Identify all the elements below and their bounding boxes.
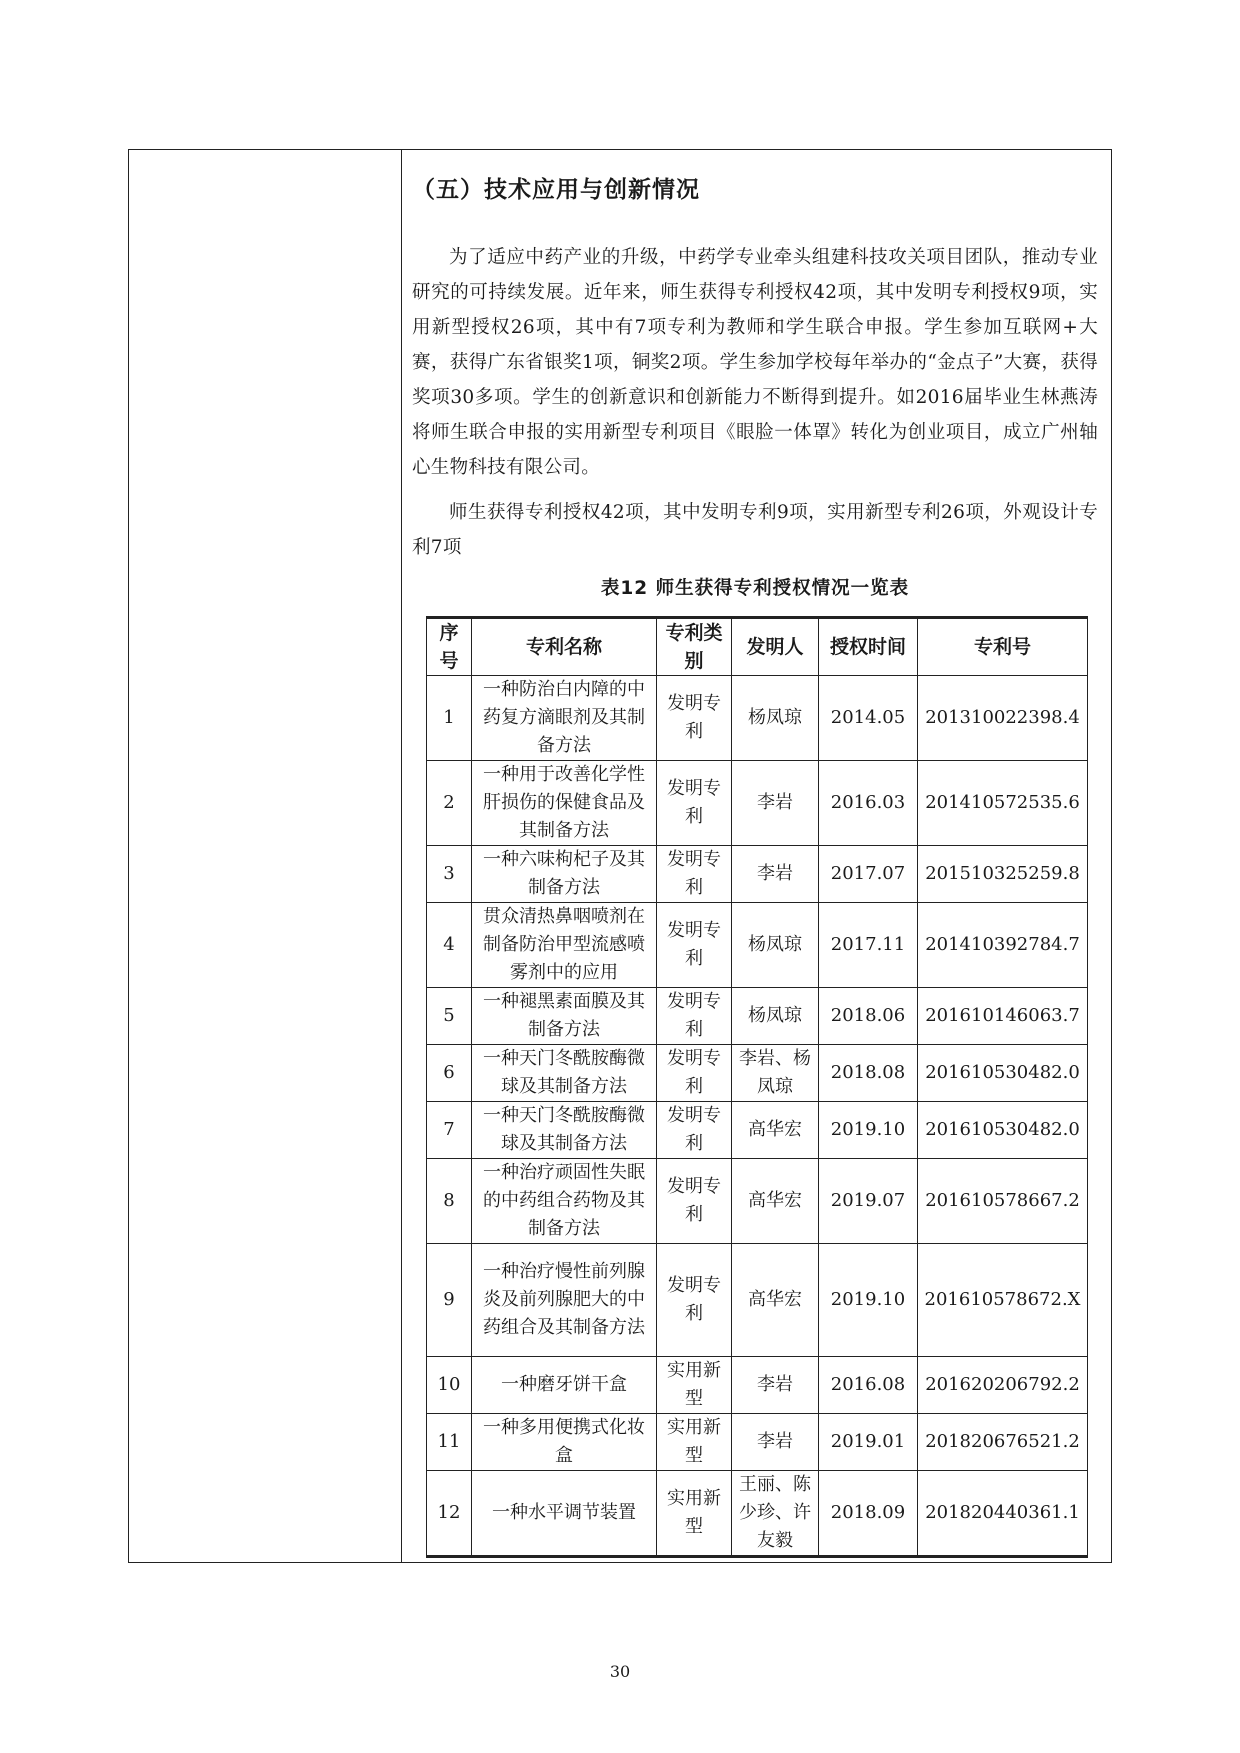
header-type: 专利类别 [657,618,732,676]
cell-number: 201410392784.7 [918,903,1088,988]
cell-inventor: 李岩 [732,1414,819,1471]
cell-type: 实用新型 [657,1471,732,1557]
header-number: 专利号 [918,618,1088,676]
cell-type: 发明专利 [657,676,732,761]
intro-paragraph: 为了适应中药产业的升级，中药学专业牵头组建科技攻关项目团队，推动专业研究的可持续发展。近年来，师生获得专利授权42项，其中发明专利授权9项，实用新型授权26项，其中有7项专利为教师和学生联合申报。学生参加互联网+大赛，获得广东省银奖1项，铜奖2项。学生参加学校每年举办的“金点子”大赛，获得奖项30多项。学生的创新意识和创新能力不断得到提升。如2016届毕业生林燕涛将师生联合申报的实用新型专利项目《眼脸一体罩》转化为创业项目，成立广州轴心生物科技有限公司。 [412,247,1098,478]
cell-seq: 3 [427,846,472,903]
cell-seq: 5 [427,988,472,1045]
cell-date: 2018.06 [819,988,918,1045]
cell-name: 一种天门冬酰胺酶微球及其制备方法 [472,1102,657,1159]
cell-seq: 11 [427,1414,472,1471]
cell-number: 201410572535.6 [918,761,1088,846]
cell-inventor: 李岩 [732,761,819,846]
cell-name: 一种治疗慢性前列腺炎及前列腺肥大的中药组合及其制备方法 [472,1244,657,1357]
cell-date: 2018.09 [819,1471,918,1557]
cell-name: 一种防治白内障的中药复方滴眼剂及其制备方法 [472,676,657,761]
header-name: 专利名称 [472,618,657,676]
cell-inventor: 王丽、陈少珍、许友毅 [732,1471,819,1557]
cell-name: 一种天门冬酰胺酶微球及其制备方法 [472,1045,657,1102]
cell-date: 2017.07 [819,846,918,903]
section-title: （五）技术应用与创新情况 [412,177,700,203]
cell-seq: 6 [427,1045,472,1102]
header-inventor: 发明人 [732,618,819,676]
cell-inventor: 高华宏 [732,1159,819,1244]
cell-seq: 9 [427,1244,472,1357]
cell-inventor: 李岩、杨凤琼 [732,1045,819,1102]
cell-number: 201610530482.0 [918,1045,1088,1102]
cell-number: 201510325259.8 [918,846,1088,903]
cell-number: 201610530482.0 [918,1102,1088,1159]
table-row [427,1159,1088,1244]
table-row [427,761,1088,846]
cell-type: 发明专利 [657,1045,732,1102]
cell-seq: 1 [427,676,472,761]
table-row [427,1102,1088,1159]
header-seq: 序号 [427,618,472,676]
cell-name: 一种褪黑素面膜及其制备方法 [472,988,657,1045]
header-date: 授权时间 [819,618,918,676]
cell-seq: 7 [427,1102,472,1159]
table-row [427,1414,1088,1471]
table-row [427,846,1088,903]
cell-name: 一种治疗顽固性失眠的中药组合药物及其制备方法 [472,1159,657,1244]
table-row [427,1357,1088,1414]
cell-seq: 12 [427,1471,472,1557]
cell-type: 发明专利 [657,761,732,846]
table-row [427,1244,1088,1357]
cell-type: 实用新型 [657,1357,732,1414]
cell-name: 贯众清热鼻咽喷剂在制备防治甲型流感喷雾剂中的应用 [472,903,657,988]
cell-date: 2019.10 [819,1102,918,1159]
page-number: 30 [609,1662,631,1681]
cell-date: 2019.10 [819,1244,918,1357]
cell-name: 一种用于改善化学性肝损伤的保健食品及其制备方法 [472,761,657,846]
cell-date: 2019.07 [819,1159,918,1244]
cell-inventor: 杨凤琼 [732,903,819,988]
cell-number: 201310022398.4 [918,676,1088,761]
cell-date: 2019.01 [819,1414,918,1471]
table-row [427,1045,1088,1102]
summary-paragraph: 师生获得专利授权42项，其中发明专利9项，实用新型专利26项，外观设计专利7项 [412,502,1098,558]
patent-table [426,616,1088,1558]
cell-number: 201610578667.2 [918,1159,1088,1244]
table-caption: 表12 师生获得专利授权情况一览表 [600,578,910,599]
cell-date: 2018.08 [819,1045,918,1102]
cell-number: 201620206792.2 [918,1357,1088,1414]
cell-type: 实用新型 [657,1414,732,1471]
cell-name: 一种水平调节装置 [472,1471,657,1557]
cell-type: 发明专利 [657,846,732,903]
cell-name: 一种六味枸杞子及其制备方法 [472,846,657,903]
cell-date: 2014.05 [819,676,918,761]
cell-inventor: 高华宏 [732,1244,819,1357]
cell-inventor: 李岩 [732,846,819,903]
cell-inventor: 李岩 [732,1357,819,1414]
cell-name: 一种磨牙饼干盒 [472,1357,657,1414]
cell-seq: 8 [427,1159,472,1244]
cell-seq: 2 [427,761,472,846]
cell-number: 201820440361.1 [918,1471,1088,1557]
table-header-row [427,618,1088,676]
cell-type: 发明专利 [657,1244,732,1357]
cell-date: 2017.11 [819,903,918,988]
cell-number: 201610146063.7 [918,988,1088,1045]
cell-seq: 4 [427,903,472,988]
cell-number: 201610578672.X [918,1244,1088,1357]
column-divider [401,150,402,1562]
table-row [427,1471,1088,1557]
cell-seq: 10 [427,1357,472,1414]
cell-type: 发明专利 [657,903,732,988]
table-row [427,988,1088,1045]
cell-type: 发明专利 [657,988,732,1045]
cell-inventor: 高华宏 [732,1102,819,1159]
cell-date: 2016.03 [819,761,918,846]
cell-inventor: 杨凤琼 [732,676,819,761]
cell-number: 201820676521.2 [918,1414,1088,1471]
cell-type: 发明专利 [657,1102,732,1159]
cell-type: 发明专利 [657,1159,732,1244]
table-row [427,903,1088,988]
cell-date: 2016.08 [819,1357,918,1414]
cell-name: 一种多用便携式化妆盒 [472,1414,657,1471]
table-row [427,676,1088,761]
content-cell [412,170,1098,605]
cell-inventor: 杨凤琼 [732,988,819,1045]
